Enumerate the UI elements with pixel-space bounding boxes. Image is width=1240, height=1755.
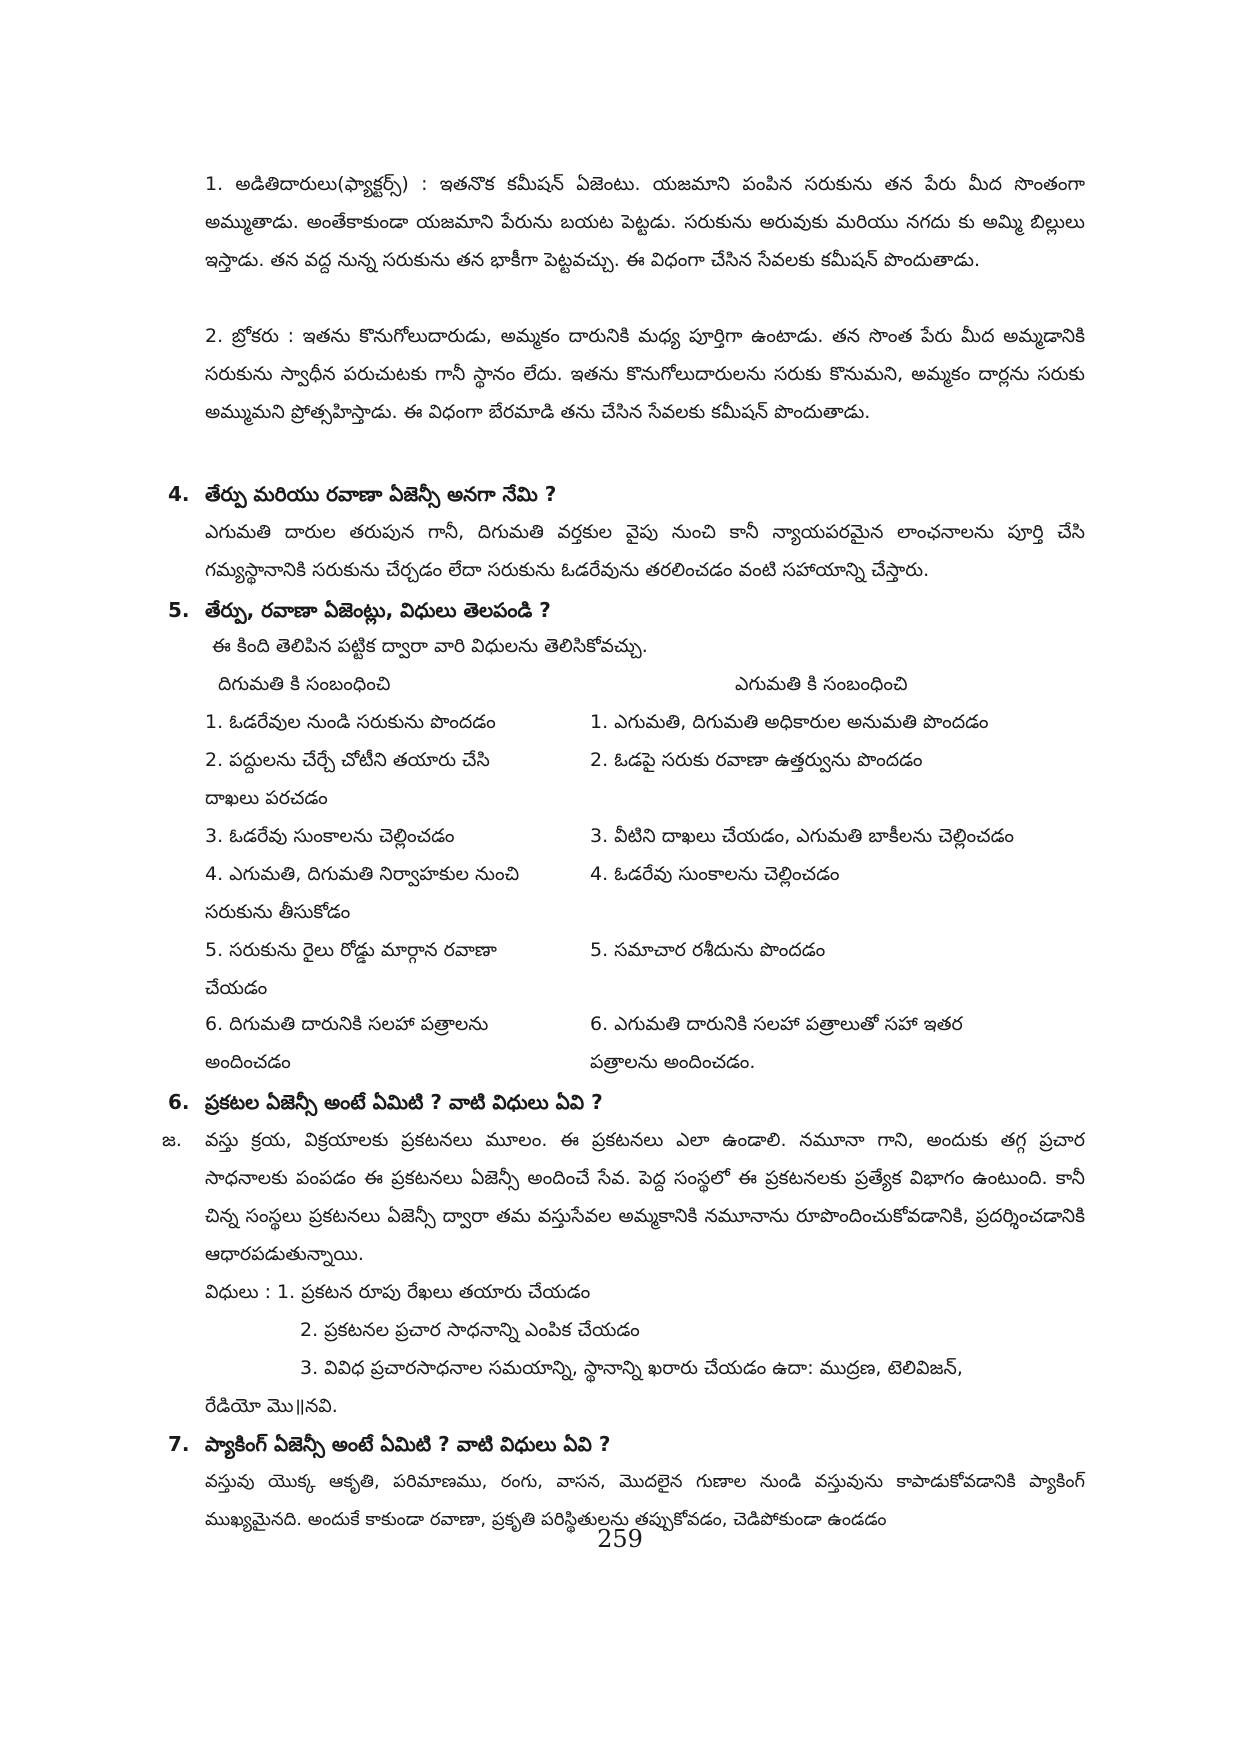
- broker-paragraph: 2. బ్రోకరు : ఇతను కొనుగోలుదారుడు, అమ్మకం దారునికి మధ్య పూర్తిగా ఉంటాడు. తన సొంత పేరు మీద అమ్మడానికి సరుకును స్వాధీన పరుచుటకు గానీ స్థానం లేదు. ఇతను కొనుగోలుదారులను సరుకు కొనుమని, అమ్మకం దార్లను సరుకు అమ్ముమని ప్రోత్సహిస్తాడు. ఈ విధంగా బేరమాడి తను చేసిన సేవలకు కమీషన్ పొందుతాడు.: [205, 325, 1085, 423]
- question-7-answer: వస్తువు యొక్క ఆకృతి, పరిమాణము, రంగు, వాసన, మొదలైన గుణాల నుండి వస్తువును కాపాడుకోవడానికి ప్యాకింగ్ ముఖ్యమైనది. అందుకే కాకుండా రవాణా, ప్రకృతి పరిస్థితులను తప్పుకోవడం, చెడిపోకుండా ఉండడం: [205, 1471, 1085, 1530]
- export-duty-2: 2. ఓడపై సరుకు రవాణా ఉత్తర్వును పొందడం: [590, 749, 923, 771]
- import-duty-5: 5. సరుకును రైలు రోడ్డు మార్గాన రవాణా చేయడం: [205, 939, 497, 999]
- question-6-answer: వస్తు క్రయ, విక్రయాలకు ప్రకటనలు మూలం. ఈ ప్రకటనలు ఎలా ఉండాలి. నమూనా గాని, అందుకు తగ్గ ప్రచార సాధనాలకు పంపడం ఈ ప్రకటనలు ఏజెన్సీ అందించే సేవ. పెద్ద సంస్థలో ఈ ప్రకటనలకు ప్రత్యేక విభాగం ఉంటుంది. కానీ చిన్న సంస్థలు ప్రకటనలు ఏజెన్సీ ద్వారా తమ వస్తుసేవల అమ్మకానికి నమూనాను రూపొందించుకోవడానికి, ప్రదర్శించడానికి ఆధారపడుతున్నాయి.: [205, 1129, 1085, 1265]
- question-4-number: 4.: [168, 482, 190, 506]
- factors-paragraph: 1. అడితిదారులు(ఫ్యాక్టర్స్) : ఇతనొక కమీషన్ ఏజెంటు. యజమాని పంపిన సరుకును తన పేరు మీద సొంతంగా అమ్ముతాడు. అంతేకాకుండా యజమాని పేరును బయట పెట్టడు. సరుకును అరువుకు మరియు నగదు కు అమ్మి బిల్లులు ఇస్తాడు. తన వద్ద నున్న సరుకును తన భాకీగా పెట్టవచ్చు. ఈ విధంగా చేసిన సేవలకు కమీషన్ పొందుతాడు.: [205, 173, 1085, 271]
- question-4-heading: తేర్పు మరియు రవాణా ఏజెన్సీ అనగా నేమి ?: [205, 482, 557, 506]
- question-5-heading: తేర్పు, రవాణా ఏజెంట్లు, విధులు తెలపండి ?: [205, 598, 551, 622]
- question-5-number: 5.: [168, 598, 190, 622]
- import-column-header: దిగుమతి కి సంబంధించి: [218, 673, 391, 695]
- import-duty-1: 1. ఓడరేవుల నుండి సరుకును పొందడం: [205, 711, 496, 733]
- advertising-duty-1: విధులు : 1. ప్రకటన రూపు రేఖలు తయారు చేయడం: [205, 1281, 591, 1303]
- page-number: 259: [597, 1525, 643, 1553]
- advertising-duty-3: 3. వివిధ ప్రచారసాధనాల సమయాన్ని, స్థానాన్ని ఖరారు చేయడం ఉదా: ముద్రణ, టెలివిజన్,: [300, 1357, 963, 1379]
- import-duty-3: 3. ఓడరేవు సుంకాలను చెల్లించడం: [205, 825, 455, 847]
- question-5-intro: ఈ కింది తెలిపిన పట్టిక ద్వారా వారి విధులను తెలిసికోవచ్చు.: [212, 635, 648, 657]
- advertising-duty-2: 2. ప్రకటనల ప్రచార సాధనాన్ని ఎంపిక చేయడం: [300, 1319, 640, 1341]
- question-4-answer: ఎగుమతి దారుల తరుపున గానీ, దిగుమతి వర్తకుల వైపు నుంచి కానీ న్యాయపరమైన లాంఛనాలను పూర్తి చేసి గమ్యస్థానానికి సరుకును చేర్చడం లేదా సరుకును ఓడరేవును తరలించడం వంటి సహాయాన్ని చేస్తారు.: [205, 521, 1085, 581]
- export-duty-6: 6. ఎగుమతి దారునికి సలహా పత్రాలుతో సహా ఇతర పత్రాలను అందించడం.: [590, 1013, 963, 1073]
- import-duty-2: 2. పద్దులను చేర్చే చోటీని తయారు చేసి దాఖలు పరచడం: [205, 749, 490, 809]
- export-duty-4: 4. ఓడరేవు సుంకాలను చెల్లించడం: [590, 863, 840, 885]
- export-duty-5: 5. సమాచార రశీదును పొందడం: [590, 939, 826, 961]
- advertising-duty-3-continued: రేడియో మొ॥నవి.: [205, 1395, 338, 1417]
- answer-label: జ.: [162, 1129, 182, 1151]
- import-duty-6: 6. దిగుమతి దారునికి సలహా పత్రాలను అందించడం: [205, 1013, 489, 1073]
- export-duty-3: 3. వీటిని దాఖలు చేయడం, ఎగుమతి బాకీలను చెల్లించడం: [590, 825, 1014, 847]
- export-column-header: ఎగుమతి కి సంబంధించి: [735, 673, 908, 695]
- question-7-heading: ప్యాకింగ్ ఏజెన్సీ అంటే ఏమిటి ? వాటి విధులు ఏవి ?: [205, 1432, 611, 1456]
- question-7-number: 7.: [168, 1432, 190, 1456]
- import-duty-4: 4. ఎగుమతి, దిగుమతి నిర్వాహకుల నుంచి సరుకును తీసుకోడం: [205, 863, 520, 923]
- question-6-heading: ప్రకటల ఏజెన్సీ అంటే ఏమిటి ? వాటి విధులు ఏవి ?: [205, 1090, 603, 1114]
- export-duty-1: 1. ఎగుమతి, దిగుమతి అధికారుల అనుమతి పొందడం: [590, 711, 989, 733]
- question-6-number: 6.: [168, 1090, 190, 1114]
